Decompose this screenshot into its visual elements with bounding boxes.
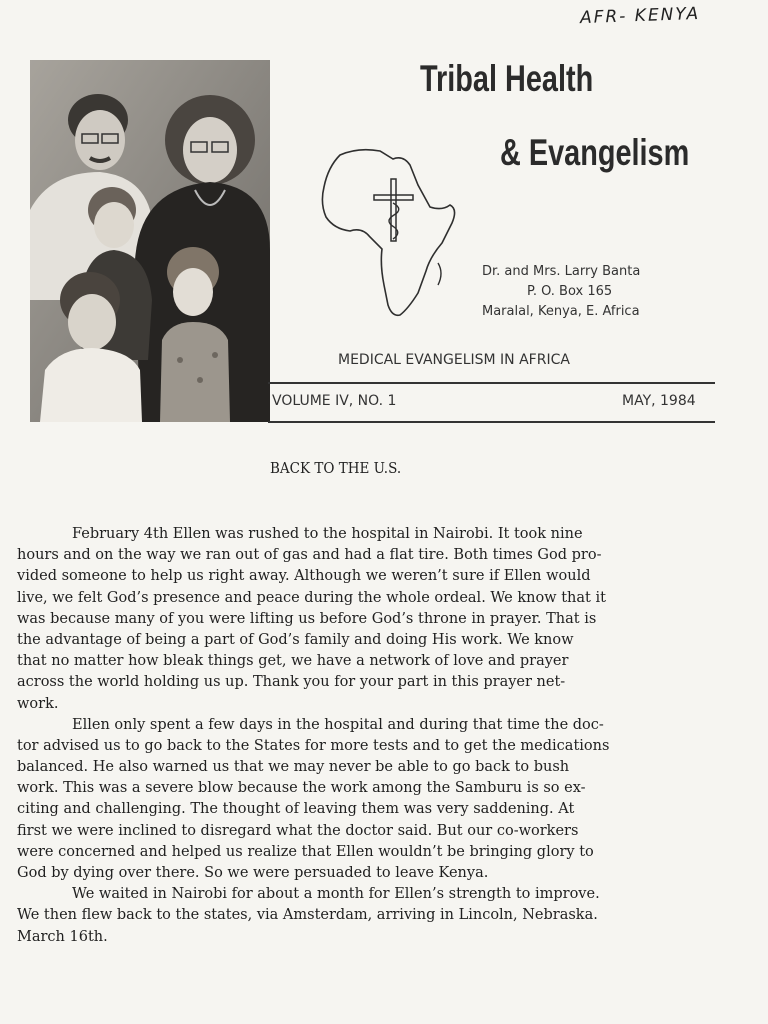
mailing-address [482,262,640,322]
handwritten-annotation: AFR- KENYA [579,3,701,29]
article-line: balanced. He also warned us that we may never be able to go back to bush [17,759,570,776]
issue-date: MAY, 1984 [622,393,696,409]
divider-top [268,382,715,384]
article-line: the advantage of being a part of God’s family and doing His work. We know [17,631,574,648]
article-line: We then flew back to the states, via Amsterdam, arriving in Lincoln, Nebraska. [17,907,598,924]
divider-bottom [268,421,715,423]
article-line: hours and on the way we ran out of gas and had a flat tire. Both times God pro- [17,547,602,564]
article-line: March 16th. [17,928,108,945]
article-heading: BACK TO THE U.S. [270,459,402,477]
article-line: first we were inclined to disregard what the doctor said. But our co-workers [17,822,579,839]
article-line: citing and challenging. The thought of leaving them was very saddening. At [17,801,575,818]
article-line: We waited in Nairobi for about a month for Ellen’s strength to improve. [72,886,600,903]
article-line: that no matter how bleak things get, we have a network of love and prayer [17,653,569,670]
article-line: across the world holding us up. Thank you for your part in this prayer net- [17,674,566,691]
address-line-box: P. O. Box 165 [527,284,613,299]
newsletter-subtitle: MEDICAL EVANGELISM IN AFRICA [338,352,570,368]
article-line: was because many of you were lifting us before God’s throne in prayer. That is [17,610,597,627]
article-line: work. [17,695,59,712]
article-line: Ellen only spent a few days in the hospital and during that time the doc- [72,716,604,733]
article-line: live, we felt God’s presence and peace during the whole ordeal. We know that it [17,589,606,606]
africa-cross-logo [318,145,463,320]
volume-number: VOLUME IV, NO. 1 [272,393,397,409]
article-line: tor advised us to go back to the States for more tests and to get the medications [17,737,610,754]
article-line: February 4th Ellen was rushed to the hospital in Nairobi. It took nine [72,526,583,542]
article-line: vided someone to help us right away. Although we weren’t sure if Ellen would [17,568,591,585]
family-photo [30,60,270,422]
address-line-name: Dr. and Mrs. Larry Banta [482,264,641,279]
article-line: work. This was a severe blow because the work among the Samburu is so ex- [17,780,586,797]
article-line: were concerned and helped us realize that Ellen wouldn’t be bringing glory to [17,843,594,860]
newsletter-title-line2: & Evangelism [500,132,690,173]
newsletter-title-line1: Tribal Health [420,58,594,99]
article-body [17,524,727,948]
address-line-city: Maralal, Kenya, E. Africa [482,304,640,319]
article-line: God by dying over there. So we were persuaded to leave Kenya. [17,865,489,881]
